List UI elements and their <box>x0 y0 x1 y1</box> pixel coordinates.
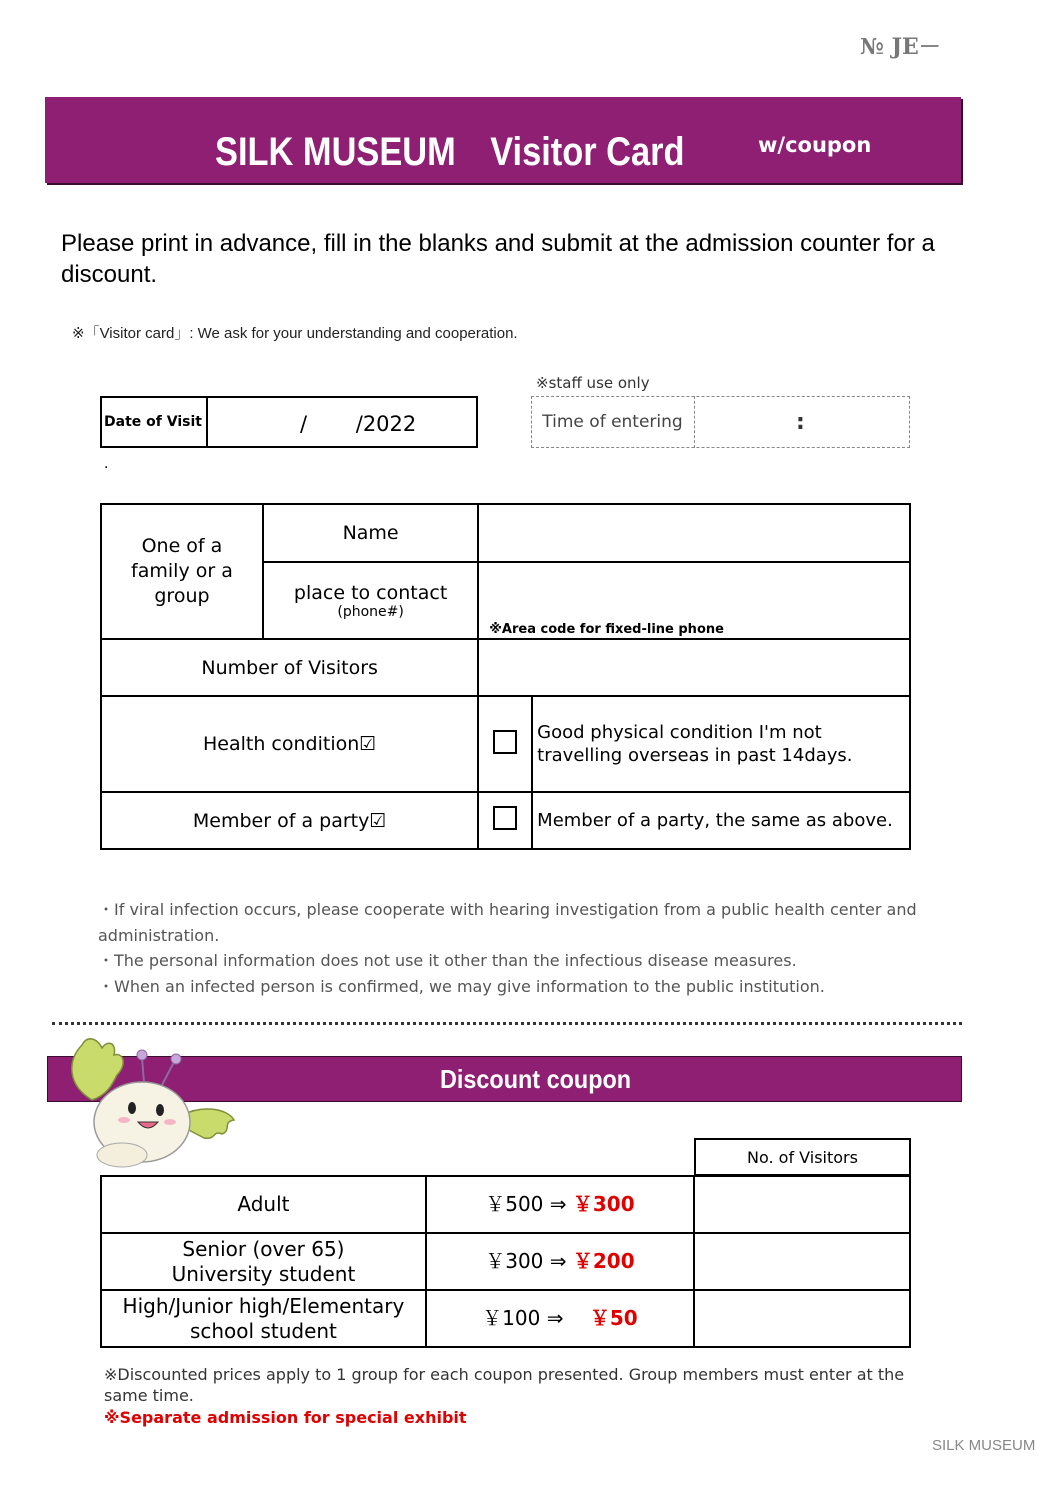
privacy-note: ・If viral infection occurs, please cooperate with hearing investigation from a public health center and administration. <box>98 900 917 945</box>
regular-price: ￥300 ⇒ <box>485 1249 573 1273</box>
privacy-note: ・The personal information does not use it other than the infectious disease measures. <box>98 951 797 970</box>
visitor-count-input[interactable] <box>694 1176 910 1233</box>
discount-price: ￥200 <box>572 1249 635 1273</box>
cut-line <box>52 1022 962 1025</box>
time-colon: : <box>796 410 805 435</box>
group-label: One of a family or a group <box>131 535 233 607</box>
visitor-count-input[interactable] <box>694 1233 910 1290</box>
privacy-note: ・When an infected person is confirmed, we may give information to the public institution. <box>98 976 825 996</box>
category-label-text: Senior (over 65) University student <box>171 1236 356 1286</box>
category-label: Adult <box>101 1176 426 1233</box>
contact-input[interactable] <box>478 562 910 639</box>
cooperation-note: ※「Visitor card」: We ask for your understanding and cooperation. <box>72 325 518 342</box>
regular-price: ￥100 ⇒ <box>482 1306 570 1330</box>
group-label-cell <box>101 504 263 639</box>
price-table <box>100 1175 911 1348</box>
health-checkbox-cell[interactable] <box>478 696 532 792</box>
visitors-column-header: No. of Visitors <box>694 1138 911 1176</box>
contact-sub-label: (phone#) <box>337 603 404 620</box>
contact-label-cell <box>263 562 478 639</box>
party-checkbox[interactable] <box>493 806 517 830</box>
party-checkbox-cell[interactable] <box>478 792 532 849</box>
price-cell <box>426 1233 694 1290</box>
category-label-text: High/Junior high/Elementary school student <box>122 1293 405 1343</box>
contact-label: place to contact <box>293 581 448 604</box>
price-cell <box>426 1290 694 1347</box>
visitor-count-input[interactable] <box>694 1290 910 1347</box>
name-input[interactable] <box>478 504 910 562</box>
group-discount-note: ※Discounted prices apply to 1 group for each coupon presented. Group members must enter at the same time. <box>104 1365 905 1405</box>
category-label <box>101 1290 426 1347</box>
visitors-count-input[interactable] <box>478 639 910 696</box>
discount-price: ￥300 <box>572 1192 635 1216</box>
name-label: Name <box>263 504 478 562</box>
intro-text: Please print in advance, fill in the blanks and submit at the admission counter for a discount. <box>61 230 935 288</box>
area-code-note: ※Area code for fixed-line phone <box>489 622 724 637</box>
page-title: SILK MUSEUM Visitor Card <box>215 130 685 174</box>
health-condition-label: Health condition☑ <box>101 696 478 792</box>
price-row <box>101 1233 910 1290</box>
discount-price: ￥50 <box>569 1306 638 1330</box>
regular-price: ￥500 ⇒ <box>485 1192 573 1216</box>
category-label <box>101 1233 426 1290</box>
party-member-text: Member of a party, the same as above. <box>532 792 910 849</box>
coupon-title: Discount coupon <box>440 1064 632 1094</box>
time-of-entering-label: Time of entering <box>531 396 695 448</box>
party-member-label: Member of a party☑ <box>101 792 478 849</box>
privacy-notes <box>98 897 948 999</box>
staff-use-note: ※staff use only <box>536 374 650 392</box>
special-exhibit-note: ※Separate admission for special exhibit <box>104 1408 467 1427</box>
price-row <box>101 1176 910 1233</box>
visitor-form-table <box>100 503 911 850</box>
page-subtitle: w/coupon <box>758 133 872 157</box>
footer-label: SILK MUSEUM <box>932 1437 1036 1454</box>
stray-dot: . <box>104 456 109 472</box>
health-checkbox[interactable] <box>493 730 517 754</box>
document-number: № JE－ <box>860 34 941 60</box>
visitors-count-label: Number of Visitors <box>101 639 478 696</box>
date-of-visit-value: / /2022 <box>300 412 417 436</box>
date-of-visit-label: Date of Visit <box>100 396 208 448</box>
health-condition-text: Good physical condition I'm not travelling overseas in past 14days. <box>532 696 910 792</box>
silkworm-mascot-icon <box>62 1030 247 1170</box>
price-cell <box>426 1176 694 1233</box>
price-row <box>101 1290 910 1347</box>
